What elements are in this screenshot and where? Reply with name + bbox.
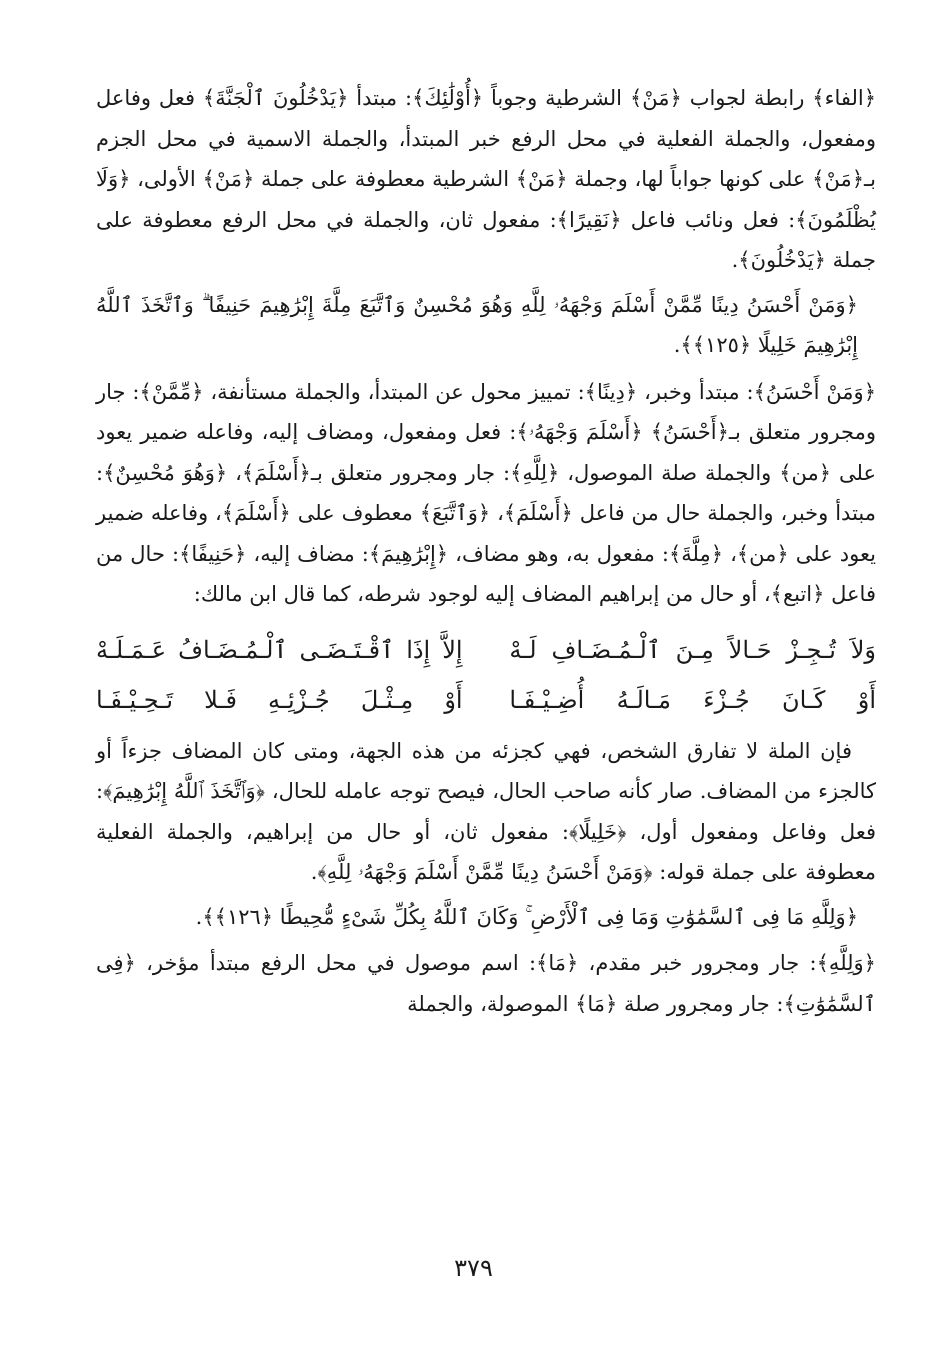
poem-line-2: [96, 675, 876, 725]
paragraph-2: ﴿وَمَنْ أَحْسَنُ﴾: مبتدأ وخبر، ﴿دِينًا﴾: تمييز محول عن المبتدأ، والجملة مستأنفة، ﴿مِّمَّنْ﴾: جار ومجرور متعلق بـ﴿أَحْسَنُ﴾ ﴿أَسْلَمَ وَجْهَهُۥ﴾: فعل ومفعول، ومضاف إليه، وفاعله ضمير يعود على ﴿من﴾ والجملة صلة الموصول، ﴿لِلَّهِ﴾: جار ومجرور متعلق بـ﴿أَسْلَمَ﴾، ﴿وَهُوَ مُحْسِنٌ﴾: مبتدأ وخبر، والجملة حال من فاعل ﴿أَسْلَمَ﴾، ﴿وَٱتَّبَعَ﴾ معطوف على ﴿أَسْلَمَ﴾، وفاعله ضمير يعود على ﴿من﴾، ﴿مِلَّةَ﴾: مفعول به، وهو مضاف، ﴿إِبْرَٰهِيمَ﴾: مضاف إليه، ﴿حَنِيفًا﴾: حال من فاعل ﴿اتبع﴾، أو حال من إبراهيم المضاف إليه لوجود شرطه، كما قال ابن مالك:: [96, 379, 876, 606]
paragraph-1: ﴿الفاء﴾ رابطة لجواب ﴿مَنْ﴾ الشرطية وجوباً ﴿أُوْلَٰئِكَ﴾: مبتدأ ﴿يَدْخُلُونَ ٱلْجَنَّةَ﴾ فعل وفاعل ومفعول، والجملة الفعلية في محل الرفع خبر المبتدأ، والجملة الاسمية في محل الجزم بـ﴿مَنْ﴾ على كونها جواباً لها، وجملة ﴿مَنْ﴾ الشرطية معطوفة على جملة ﴿مَنْ﴾ الأولى، ﴿وَلَا يُظْلَمُونَ﴾: فعل ونائب فاعل ﴿نَقِيرًا﴾: مفعول ثان، والجملة في محل الرفع معطوفة على جملة ﴿يَدْخُلُونَ﴾.: [96, 86, 876, 272]
quran-verse-126: ﴿وَلِلَّهِ مَا فِى ٱلسَّمَٰوَٰتِ وَمَا فِى ٱلْأَرْضِ ۚ وَكَانَ ٱللَّهُ بِكُلِّ شَىْءٍ مُّحِيطًا ﴿١٢٦﴾﴾.: [195, 904, 858, 929]
poem-line-2-first-hemistich: أَوْ كَـانَ جُـزْءَ مَـالَـهُ أُضِـيْـفَـا: [509, 685, 876, 714]
poem-verses: [96, 625, 876, 725]
poem-line-1-second-hemistich: إِلاَّ إِذَا ٱقْـتَـضَـى ٱلْـمُـضَـافُ عَـمَـلَـهْ: [96, 635, 463, 664]
poem-line-2-second-hemistich: أَوْ مِـثْـلَ جُـزْئِـهِ فَـلا تَـحِـيْـفَـا: [96, 685, 463, 714]
page-number: ٣٧٩: [454, 1254, 493, 1282]
page-body: [96, 78, 876, 1024]
paragraph-3: فإن الملة لا تفارق الشخص، فهي كجزئه من هذه الجهة، ومتى كان المضاف جزءاً أو كالجزء من المضاف. صار كأنه صاحب الحال، فيصح توجه عامله للحال، ﴿وَٱتَّخَذَ ٱللَّهُ إِبْرَٰهِيمَ﴾: فعل وفاعل ومفعول أول، ﴿خَلِيلًا﴾: مفعول ثان، أو حال من إبراهيم، والجملة الفعلية معطوفة على جملة قوله: ﴿وَمَنْ أَحْسَنُ دِينًا مِّمَّنْ أَسْلَمَ وَجْهَهُۥ لِلَّهِ﴾.: [96, 738, 876, 884]
poem-line-1-first-hemistich: وَلاَ تُـجِـزْ حَـالاً مِـنَ ٱلْـمُـضَـافِ لَـهْ: [509, 635, 876, 664]
quran-verse-125: ﴿وَمَنْ أَحْسَنُ دِينًا مِّمَّنْ أَسْلَمَ وَجْهَهُۥ لِلَّهِ وَهُوَ مُحْسِنٌ وَٱتَّبَعَ مِلَّةَ إِبْرَٰهِيمَ حَنِيفًا ۗ وَٱتَّخَذَ ٱللَّهُ إِبْرَٰهِيمَ خَلِيلًا ﴿١٢٥﴾﴾.: [96, 292, 858, 357]
paragraph-4: ﴿وَلِلَّهِ﴾: جار ومجرور خبر مقدم، ﴿مَا﴾: اسم موصول في محل الرفع مبتدأ مؤخر، ﴿فِى ٱلسَّمَٰوَٰتِ﴾: جار ومجرور صلة ﴿مَا﴾ الموصولة، والجملة: [96, 951, 876, 1016]
poem-line-1: [96, 625, 876, 675]
